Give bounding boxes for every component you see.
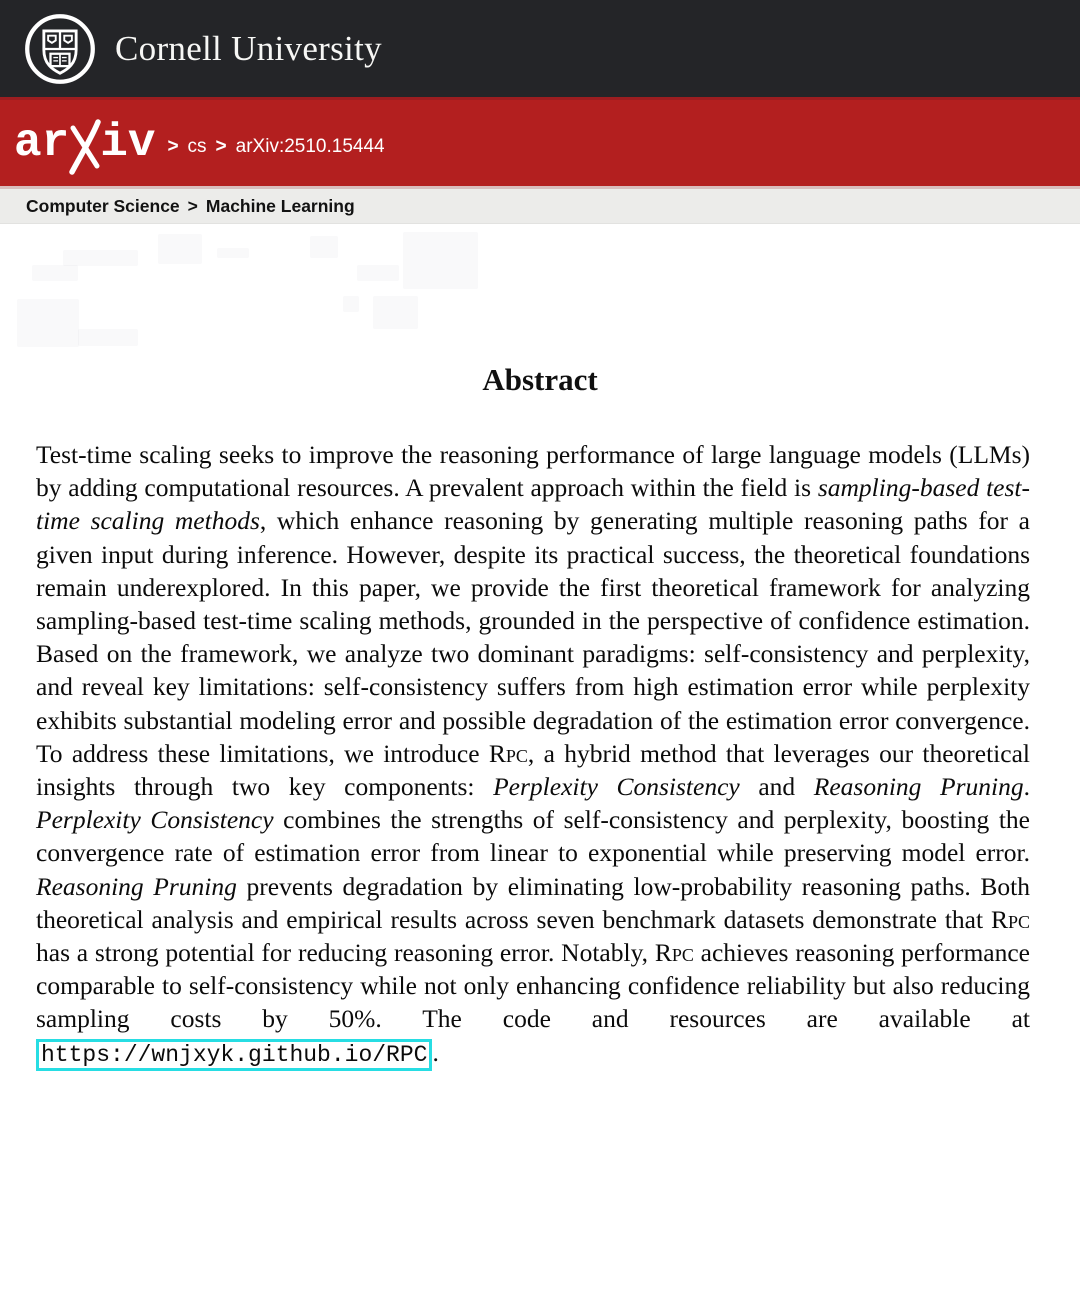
abstract-heading: Abstract <box>482 362 598 397</box>
cornell-seal-icon <box>22 11 98 87</box>
abstract-text-segment: sampling-based test-time scaling methods <box>36 473 1030 536</box>
cornell-home-link[interactable] <box>22 11 382 87</box>
subject-primary: Computer Science <box>26 195 180 216</box>
faded-content-block <box>403 232 478 289</box>
arxiv-banner <box>0 97 1080 189</box>
subject-secondary: Machine Learning <box>205 195 355 216</box>
abstract-text-segment: and <box>739 772 814 802</box>
abstract-text-segment: Reasoning Pruning <box>36 871 237 901</box>
cornell-header <box>0 0 1080 97</box>
arxiv-logo-text-ar: ar <box>14 117 70 169</box>
abstract-text-segment: achieves reasoning performance comparable to self-consistency while not only enhancing confidence reliability but also reducing sampling costs by 50%. The code and resources are available at <box>36 938 1030 1034</box>
arxiv-logo[interactable] <box>14 115 155 171</box>
abstract-text-segment: Rpc <box>488 738 528 768</box>
faded-content-block <box>158 234 202 264</box>
faded-content-block <box>17 299 79 347</box>
breadcrumb-paper-id-link[interactable]: arXiv:2510.15444 <box>235 136 385 157</box>
faded-content-block <box>357 265 399 281</box>
abstract-text-segment: , which enhance reasoning by generating multiple reasoning paths for a given input during inference. However, despite its practical success, the theoretical foundations remain underexplored. In this paper, we provide the first theoretical framework for analyzing sampling-based test-time scaling methods, grounded in the perspective of confidence estimation. Based on the framework, we analyze two dominant paradigms: self-consistency and perplexity, and reveal key limitations: self-consistency suffers from high estimation error while perplexity exhibits substantial modeling error and possible degradation of the estimation error convergence. To address these limitations, we introduce <box>36 506 1030 768</box>
arxiv-chi-icon <box>67 119 103 175</box>
abstract-text-segment: Rpc <box>654 938 694 968</box>
abstract-text-segment: Perplexity Consistency <box>493 772 740 802</box>
abstract-text-segment: Reasoning Pruning <box>813 772 1024 802</box>
abstract-text-segment: combines the strengths of self-consistency and perplexity, boosting the convergence rate of estimation error from linear to exponential while preserving model error. <box>36 805 1030 868</box>
abstract-text-segment: Test-time scaling seeks to improve the reasoning performance of large language models (LLMs) by adding computational resources. A prevalent approach within the field is <box>36 440 1030 503</box>
abstract-text-segment: . <box>432 1037 439 1067</box>
abstract-paragraph <box>36 438 1030 1072</box>
subject-separator: > <box>187 195 198 216</box>
arxiv-logo-text-iv: iv <box>100 117 156 169</box>
abstract-content <box>0 224 1080 1308</box>
breadcrumb-cs-link[interactable]: cs <box>187 136 207 157</box>
abstract-text-segment: Rpc <box>990 904 1030 934</box>
abstract-text-segment: . <box>1023 772 1031 802</box>
cornell-university-name: Cornell University <box>115 28 382 68</box>
subject-bar <box>0 189 1080 224</box>
code-url-link[interactable]: https://wnjxyk.github.io/RPC <box>36 1039 432 1071</box>
faded-content-block <box>63 250 138 266</box>
faded-content-block <box>32 265 78 281</box>
faded-content-block <box>343 296 359 312</box>
abstract-text-segment: , a hybrid method that leverages our theoretical insights through two key components: <box>36 738 1030 802</box>
abstract-text-segment: Perplexity Consistency <box>36 805 274 835</box>
faded-content-block <box>78 329 138 346</box>
abstract-text-segment: prevents degradation by eliminating low-probability reasoning paths. Both theoretical analysis and empirical results across seven benchmark datasets demonstrate that <box>36 871 1030 934</box>
breadcrumb-separator: > <box>167 136 179 157</box>
faded-content-block <box>310 236 338 258</box>
abstract-text-segment: has a strong potential for reducing reasoning error. Notably, <box>36 938 655 968</box>
faded-content-block <box>373 296 418 329</box>
breadcrumb-separator: > <box>215 136 227 157</box>
banner-breadcrumb <box>167 128 384 158</box>
faded-content-block <box>217 248 249 258</box>
